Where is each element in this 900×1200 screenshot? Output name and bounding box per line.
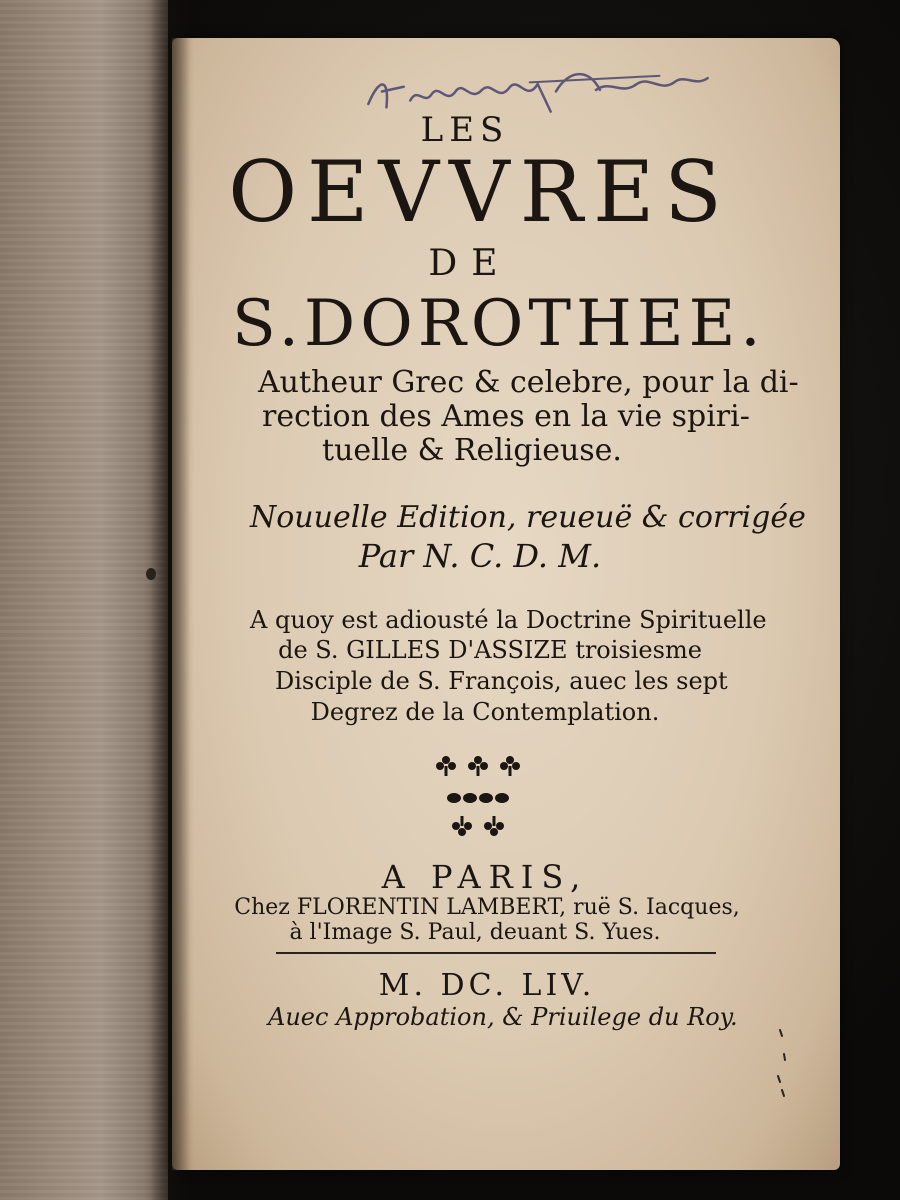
vellum-cover-board bbox=[0, 0, 168, 1200]
spine-shadow bbox=[150, 0, 190, 1200]
doctrine-line-1: A quoy est adiousté la Doctrine Spirituelle bbox=[250, 606, 767, 634]
edition-line-1: Nouuelle Edition, reueuë & corrigée bbox=[250, 500, 806, 535]
subtitle-line-2: rection des Ames en la vie spiri- bbox=[262, 399, 750, 434]
title-les: LES bbox=[420, 110, 510, 150]
subtitle-line-3: tuelle & Religieuse. bbox=[322, 433, 622, 468]
fleuron-ornament-icon bbox=[428, 752, 528, 842]
horizontal-rule bbox=[276, 952, 716, 954]
imprint-year: M. DC. LIV. bbox=[378, 968, 596, 1003]
imprint-printer: Chez FLORENTIN LAMBERT, ruë S. Iacques, bbox=[234, 895, 740, 920]
doctrine-line-3: Disciple de S. François, auec les sept bbox=[275, 667, 728, 695]
doctrine-line-2: de S. GILLES D'ASSIZE troisiesme bbox=[278, 636, 702, 664]
title-de: DE bbox=[428, 243, 512, 284]
doctrine-line-4: Degrez de la Contemplation. bbox=[310, 698, 660, 726]
approbation-line: Auec Approbation, & Priuilege du Roy. bbox=[268, 1003, 738, 1031]
margin-marks-icon bbox=[760, 1020, 800, 1100]
subtitle-line-1: Autheur Grec & celebre, pour la di- bbox=[258, 365, 799, 400]
edition-line-2: Par N. C. D. M. bbox=[358, 537, 602, 575]
imprint-city: A PARIS, bbox=[381, 858, 589, 896]
title-oeuvres: OEVVRES bbox=[228, 143, 732, 241]
title-dorothee: S.DOROTHEE. bbox=[232, 287, 766, 361]
imprint-sign: à l'Image S. Paul, deuant S. Yues. bbox=[289, 920, 661, 945]
